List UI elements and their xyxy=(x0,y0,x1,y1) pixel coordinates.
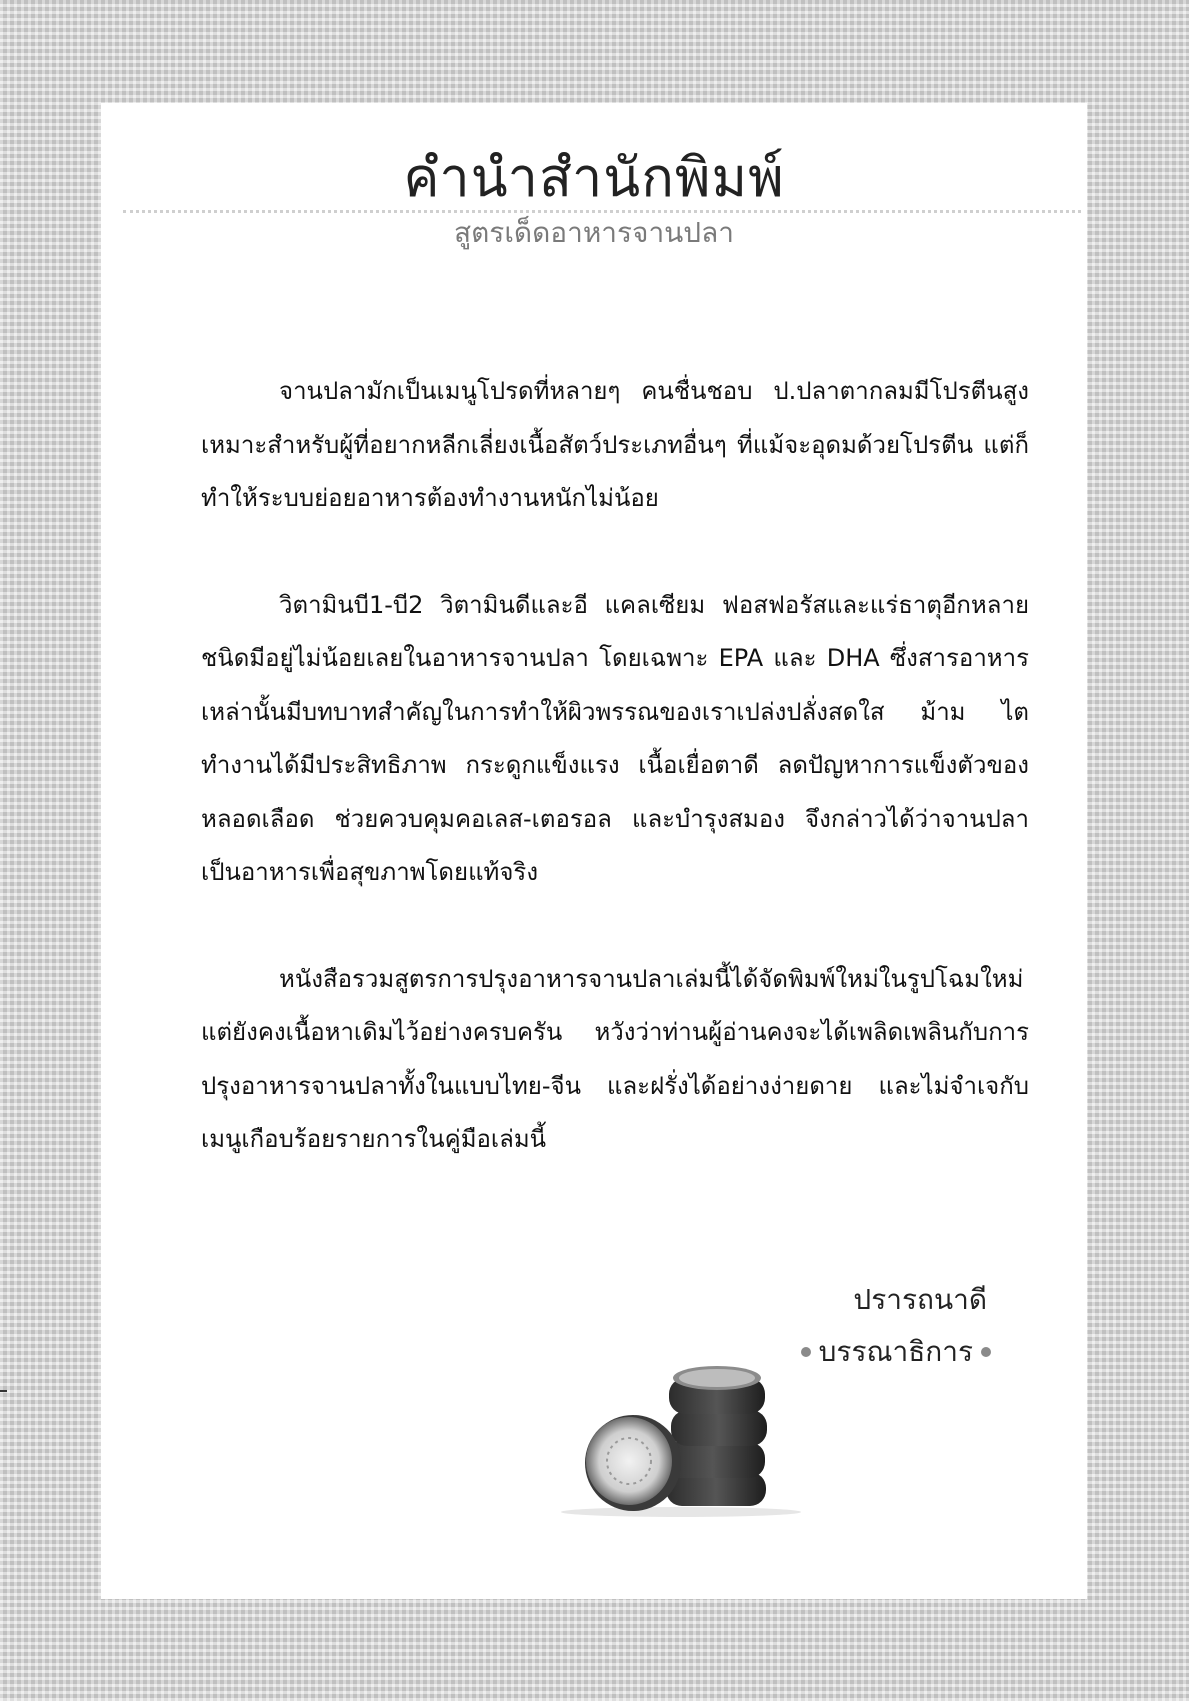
signature-block xyxy=(801,1274,991,1378)
page-title: คำนำสำนักพิมพ์ xyxy=(403,146,785,209)
paragraph-1: จานปลามักเป็นเมนูโปรดที่หลายๆ คนชื่นชอบ ป.ปลาตากลมมีโปรตีนสูง เหมาะสำหรับผู้ที่อยากหลีกเลี่ยงเนื้อสัตว์ประเภทอื่นๆ ที่แม้จะอุดมด้วยโปรตีน แต่ก็ทำให้ระบบย่อยอาหารต้องทำงานหนักไม่น้อย xyxy=(201,377,1029,512)
editor-label: บรรณาธิการ xyxy=(818,1335,973,1368)
bullet-dot-icon xyxy=(981,1347,991,1357)
paragraph-2: วิตามินบี1-บี2 วิตามินดีและอี แคลเซียม ฟอสฟอรัสและแร่ธาตุอีกหลายชนิดมีอยู่ไม่น้อยเลยในอาหารจานปลา โดยเฉพาะ EPA และ DHA ซึ่งสารอาหารเหล่านั้นมีบทบาทสำคัญในการทำให้ผิวพรรณของเราเปล่งปลั่งสดใส ม้าม ไต ทำงานได้มีประสิทธิภาพ กระดูกแข็งแรง เนื้อเยื่อตาดี ลดปัญหาการแข็งตัวของหลอดเลือด ช่วยควบคุมคอเลส-เตอรอล และบำรุงสมอง จึงกล่าวได้ว่าจานปลาเป็นอาหารเพื่อสุขภาพโดยแท้จริง xyxy=(201,590,1029,886)
crop-mark xyxy=(0,1390,7,1392)
dotted-divider xyxy=(123,210,1081,213)
editor-role xyxy=(801,1326,991,1378)
foreword-body xyxy=(201,365,1029,1220)
cucumber-slices-icon xyxy=(521,1348,821,1518)
paragraph-3: หนังสือรวมสูตรการปรุงอาหารจานปลาเล่มนี้ได้จัดพิมพ์ใหม่ในรูปโฉมใหม่ แต่ยังคงเนื้อหาเดิมไว้อย่างครบครัน หวังว่าท่านผู้อ่านคงจะได้เพลิดเพลินกับการปรุงอาหารจานปลาทั้งในแบบไทย-จีน และฝรั่งได้อย่างง่ายดาย และไม่จำเจกับเมนูเกือบร้อยรายการในคู่มือเล่มนี้ xyxy=(201,964,1029,1153)
page-panel xyxy=(101,103,1087,1599)
book-subtitle: สูตรเด็ดอาหารจานปลา xyxy=(454,216,734,249)
regards-text: ปรารถนาดี xyxy=(853,1283,987,1316)
